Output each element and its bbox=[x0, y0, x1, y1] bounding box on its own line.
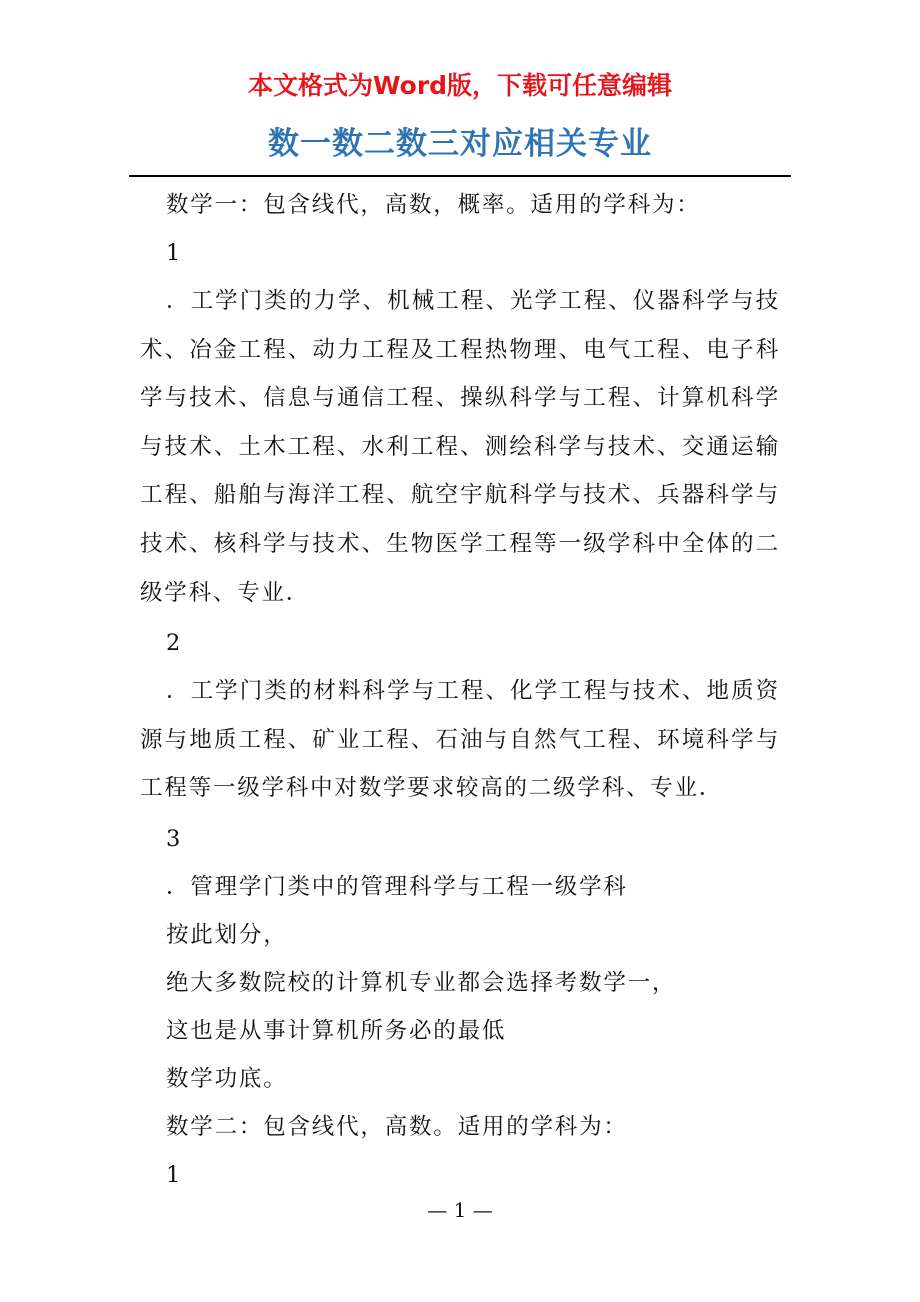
note-line-2: 绝大多数院校的计算机专业都会选择考数学一， bbox=[166, 969, 677, 996]
math1-intro: 数学一：包含线代，高数，概率。适用的学科为： bbox=[166, 192, 701, 218]
title-divider bbox=[129, 175, 791, 177]
item1-number: 1 bbox=[166, 240, 183, 266]
download-banner: 本文格式为Word版，下载可任意编辑 bbox=[247, 71, 673, 100]
note-line-4: 数学功底。 bbox=[166, 1065, 288, 1092]
item3-number: 3 bbox=[166, 825, 183, 852]
item3-text: ．管理学门类中的管理科学与工程一级学科 bbox=[166, 873, 628, 900]
item2-text: ．工学门类的材料科学与工程、化学工程与技术、地质资源与地质工程、矿业工程、石油与自然气工程、环境科学与工程等一级学科中对数学要求较高的二级学科、专业． bbox=[140, 678, 780, 802]
item1-text: ．工学门类的力学、机械工程、光学工程、仪器科学与技术、冶金工程、动力工程及工程热物理、电气工程、电子科学与技术、信息与通信工程、操纵科学与工程、计算机科学与技术、土木工程、水利工程、测绘科学与技术、交通运输工程、船舶与海洋工程、航空宇航科学与技术、兵器科学与技术、核科学与技术、生物医学工程等一级学科中全体的二级学科、专业． bbox=[140, 288, 780, 606]
item2-number: 2 bbox=[166, 630, 183, 657]
math2-item1-number: 1 bbox=[166, 1161, 183, 1188]
page-number: — 1 — bbox=[427, 1198, 493, 1222]
note-line-1: 按此划分， bbox=[166, 921, 288, 948]
document-title: 数一数二数三对应相关专业 bbox=[268, 126, 652, 162]
document-body bbox=[140, 181, 780, 1199]
math2-intro: 数学二：包含线代，高数。适用的学科为： bbox=[166, 1113, 628, 1140]
note-line-3: 这也是从事计算机所务必的最低 bbox=[166, 1017, 507, 1044]
